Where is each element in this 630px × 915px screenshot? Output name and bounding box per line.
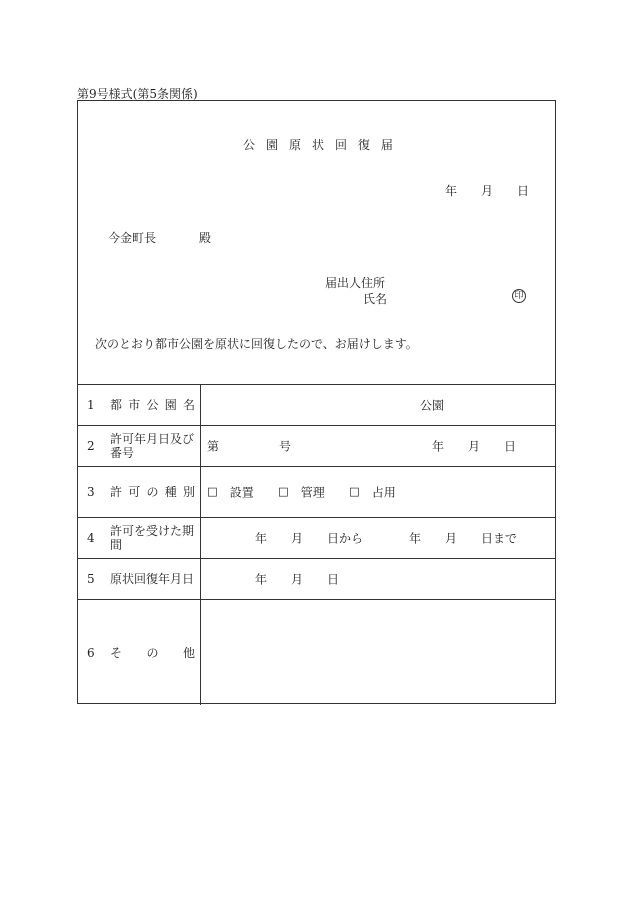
checkbox-setup[interactable]: ☐ 設置 [207,485,254,500]
table-row-permit-number: 2 許可年月日及び 番号 第 号 年 月 日 [78,426,555,467]
addressee: 今金町長 [108,231,157,245]
month-field[interactable]: 月 [481,184,494,198]
table-row-permit-period: 4 許可を受けた期 間 年 月 日から 年 月 日まで [78,518,555,559]
form-title: 公 園 原 状 回 復 届 [243,138,393,152]
applicant-name-label: 氏名 [363,292,388,306]
checkbox-occupancy[interactable]: ☐ 占用 [349,485,396,500]
other-field[interactable] [201,600,555,705]
applicant-address-label: 届出人住所 [325,276,386,290]
restoration-date-field[interactable]: 年 月 日 [255,572,340,587]
row-number: 1 [87,398,95,412]
row-label: 許 可 の 種 別 [110,485,195,499]
seal-mark: 印 [512,289,526,303]
permit-number-field[interactable]: 第 号 年 月 日 [207,439,517,454]
row-label: 原状回復年月日 [110,572,195,586]
form-table [78,384,555,705]
table-row-park-name [78,385,555,426]
table-row-other: 6 そ の 他 [78,600,555,705]
row-label: 許可を受けた期 間 [110,524,195,552]
table-row-permit-type: 3 許 可 の 種 別 ☐ 設置 ☐ 管理 ☐ 占用 [78,467,555,518]
row-label: 許可年月日及び 番号 [110,432,195,460]
statement-text: 次のとおり都市公園を原状に回復したので、お届けします。 [95,337,418,351]
park-name-field[interactable]: 公園 [420,398,445,413]
form-number-caption: 第9号様式(第5条関係) [77,87,198,101]
permit-period-field[interactable]: 年 月 日から 年 月 日まで [255,531,518,546]
row-label: 都 市 公 園 名 [110,398,195,412]
checkbox-management[interactable]: ☐ 管理 [278,485,325,500]
day-field[interactable]: 日 [517,184,530,198]
table-row-restoration-date: 5 原状回復年月日 年 月 日 [78,559,555,600]
park-restoration-form [77,100,556,704]
row-label: そ の 他 [110,645,195,660]
year-field[interactable]: 年 [445,184,458,198]
honorific: 殿 [199,231,212,245]
